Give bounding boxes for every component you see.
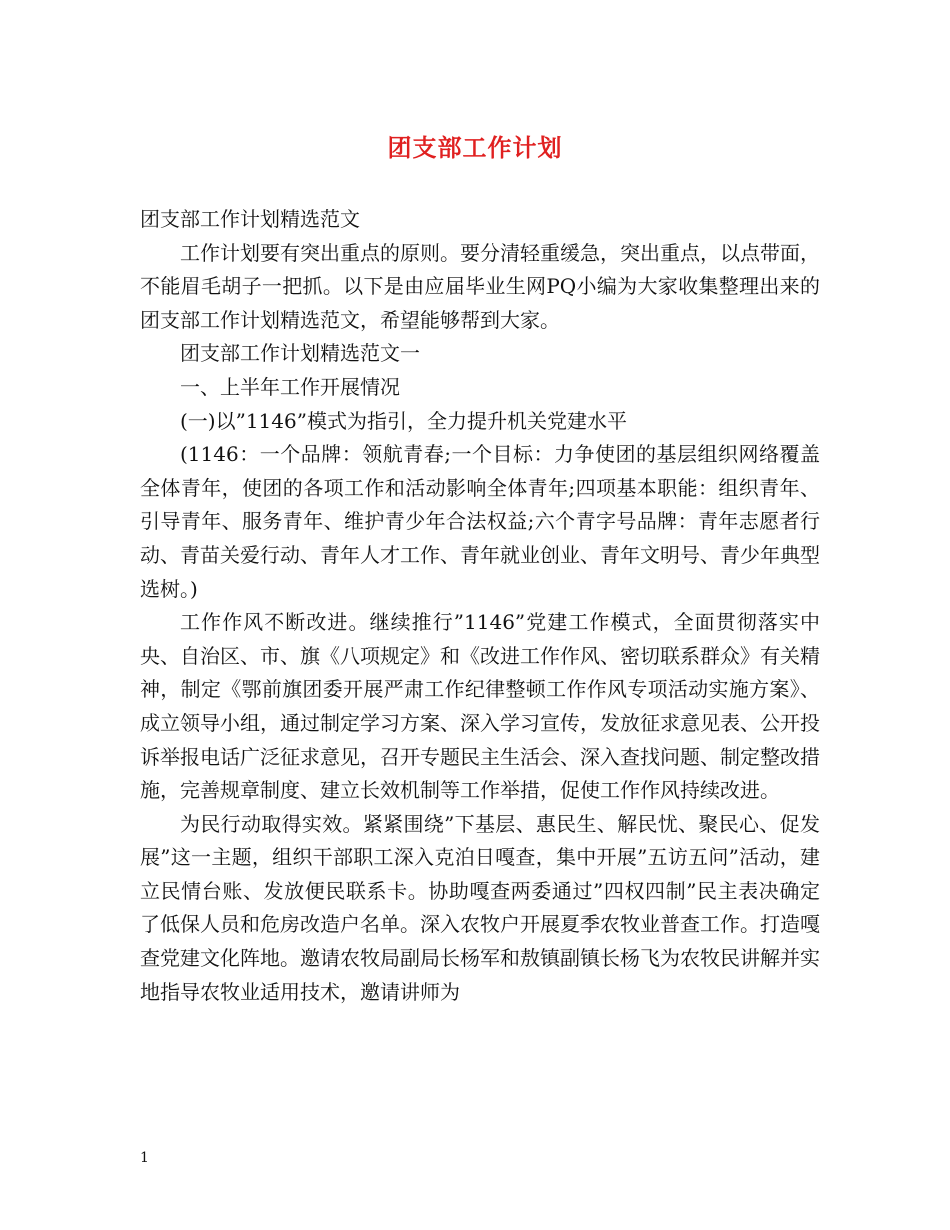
subsection-heading: 一、上半年工作开展情况 (180, 374, 400, 399)
document-body (140, 203, 820, 1009)
section-heading: 团支部工作计划精选范文一 (180, 341, 420, 366)
subtitle-paragraph: 团支部工作计划精选范文 (140, 207, 360, 231)
body-paragraph: (1146：一个品牌：领航青春;一个目标：力争使团的基层组织网络覆盖全体青年，使团的各项工作和活动影响全体青年;四项基本职能：组织青年、引导青年、服务青年、维护青少年合法权益;六个青字号品牌：青年志愿者行动、青苗关爱行动、青年人才工作、青年就业创业、青年文明号、青少年典型选树。) (140, 442, 820, 601)
item-heading: (一)以”1146”模式为指引，全力提升机关党建水平 (180, 408, 627, 433)
body-paragraph: 工作作风不断改进。继续推行”1146”党建工作模式，全面贯彻落实中央、自治区、市、旗《八项规定》和《改进工作作风、密切联系群众》有关精神，制定《鄂前旗团委开展严肃工作纪律整顿工作作风专项活动实施方案》、成立领导小组，通过制定学习方案、深入学习宣传，发放征求意见表、公开投诉举报电话广泛征求意见，召开专题民主生活会、深入查找问题、制定整改措施，完善规章制度、建立长效机制等工作举措，促使工作作风持续改进。 (140, 610, 820, 803)
intro-paragraph: 工作计划要有突出重点的原则。要分清轻重缓急，突出重点，以点带面，不能眉毛胡子一把抓。以下是由应届毕业生网PQ小编为大家收集整理出来的团支部工作计划精选范文，希望能够帮到大家。 (140, 240, 820, 332)
page-number: 1 (140, 1150, 149, 1166)
body-paragraph: 为民行动取得实效。紧紧围绕”下基层、惠民生、解民忧、聚民心、促发展”这一主题，组织干部职工深入克泊日嘎查，集中开展”五访五问”活动，建立民情台账、发放便民联系卡。协助嘎查两委通过”四权四制”民主表决确定了低保人员和危房改造户名单。深入农牧户开展夏季农牧业普查工作。打造嘎查党建文化阵地。邀请农牧局副局长杨军和敖镇副镇长杨飞为农牧民讲解并实地指导农牧业适用技术，邀请讲师为 (140, 811, 820, 1004)
document-title: 团支部工作计划 (387, 133, 563, 162)
